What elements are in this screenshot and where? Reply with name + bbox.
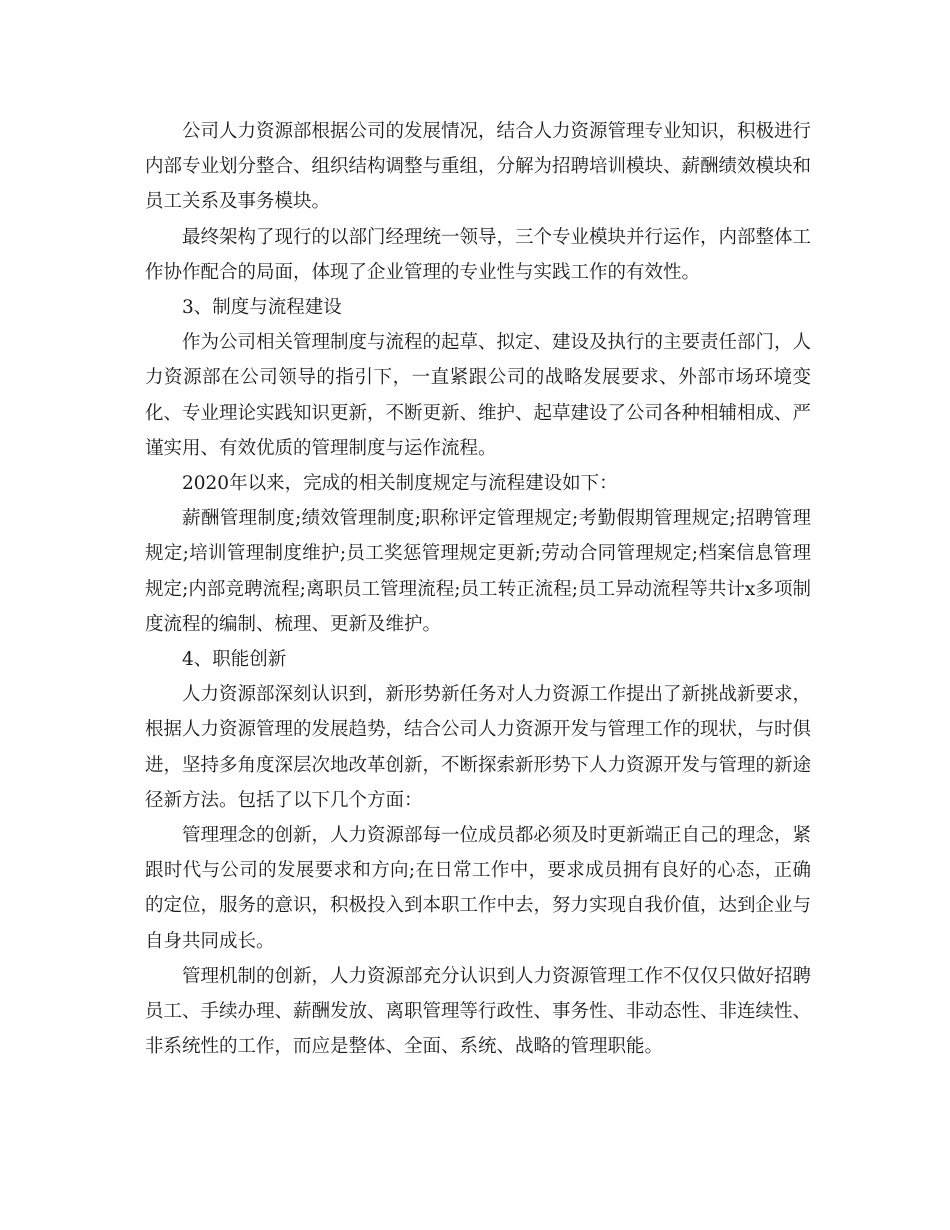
paragraph-8: 管理机制的创新，人力资源部充分认识到人力资源管理工作不仅仅只做好招聘员工、手续办理、薪酬发放、离职管理等行政性、事务性、非动态性、非连续性、非系统性的工作，而应是整体、全面、系统、战略的管理职能。: [145, 965, 812, 1058]
paragraph-5: 薪酬管理制度;绩效管理制度;职称评定管理规定;考勤假期管理规定;招聘管理规定;培训管理制度维护;员工奖惩管理规定更新;劳动合同管理规定;档案信息管理规定;内部竞聘流程;离职员工管理流程;员工转正流程;员工异动流程等共计x多项制度流程的编制、梳理、更新及维护。: [145, 508, 811, 635]
paragraph-6: 人力资源部深刻认识到，新形势新任务对人力资源工作提出了新挑战新要求，根据人力资源管理的发展趋势，结合公司人力资源开发与管理工作的现状，与时俱进，坚持多角度深层次地改革创新，不断探索新形势下人力资源开发与管理的新途径新方法。包括了以下几个方面：: [145, 684, 812, 811]
document-body: [145, 114, 811, 1064]
paragraph-2: 最终架构了现行的以部门经理统一领导，三个专业模块并行运作，内部整体工作协作配合的局面，体现了企业管理的专业性与实践工作的有效性。: [145, 226, 812, 283]
paragraph-1: 公司人力资源部根据公司的发展情况，结合人力资源管理专业知识，积极进行内部专业划分整合、组织结构调整与重组，分解为招聘培训模块、薪酬绩效模块和员工关系及事务模块。: [145, 121, 812, 213]
paragraph-7: 管理理念的创新，人力资源部每一位成员都必须及时更新端正自己的理念，紧跟时代与公司的发展要求和方向;在日常工作中，要求成员拥有良好的心态，正确的定位，服务的意识，积极投入到本职工作中去，努力实现自我价值，达到企业与自身共同成长。: [145, 825, 812, 952]
section-heading-3: 3、制度与流程建设: [182, 297, 342, 319]
paragraph-4: 2020年以来，完成的相关制度规定与流程建设如下：: [182, 473, 618, 495]
section-heading-4: 4、职能创新: [182, 649, 287, 671]
paragraph-3: 作为公司相关管理制度与流程的起草、拟定、建设及执行的主要责任部门，人力资源部在公司领导的指引下，一直紧跟公司的战略发展要求、外部市场环境变化、专业理论实践知识更新，不断更新、维护、起草建设了公司各种相辅相成、严谨实用、有效优质的管理制度与运作流程。: [145, 332, 812, 459]
